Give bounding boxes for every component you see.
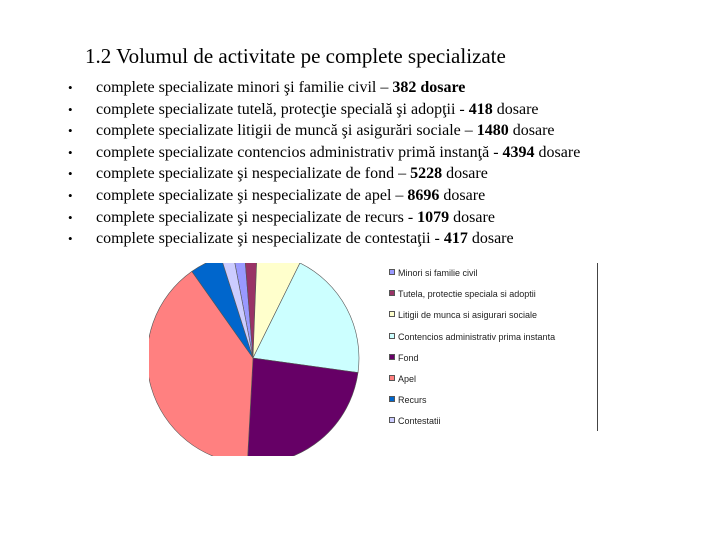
legend-swatch bbox=[389, 333, 395, 339]
bullet-icon: • bbox=[68, 101, 73, 117]
item-count: 4394 bbox=[502, 143, 535, 161]
bullet-icon: • bbox=[68, 187, 73, 203]
legend-label: Tutela, protectie speciala si adoptii bbox=[398, 289, 536, 300]
legend-swatch bbox=[389, 290, 395, 296]
item-text: complete specializate litigii de muncă şi asigurări sociale – bbox=[96, 122, 477, 140]
legend-label: Minori si familie civil bbox=[398, 268, 478, 278]
item-suffix: dosare bbox=[467, 230, 514, 248]
item-text: complete specializate şi nespecializate de recurs - bbox=[96, 208, 418, 226]
bullet-icon: • bbox=[68, 231, 73, 247]
item-count: 418 bbox=[468, 100, 493, 118]
legend-swatch bbox=[389, 311, 395, 317]
legend-label: Recurs bbox=[398, 395, 427, 406]
item-suffix: dosare bbox=[442, 165, 488, 183]
item-count: 1079 bbox=[417, 208, 450, 226]
legend-swatch bbox=[389, 354, 395, 360]
bullet-icon: • bbox=[68, 123, 73, 139]
pie-slice-5 bbox=[247, 358, 358, 456]
item-count: 8696 bbox=[407, 186, 440, 204]
item-count: 382 bbox=[392, 79, 417, 96]
bullet-list bbox=[68, 77, 580, 250]
item-suffix: dosare bbox=[534, 143, 581, 161]
item-text: complete specializate şi nespecializate de fond – bbox=[96, 165, 411, 183]
bullet-icon: • bbox=[68, 144, 73, 160]
item-suffix: dosare bbox=[449, 208, 495, 226]
item-suffix: dosare bbox=[492, 100, 539, 118]
item-count: 417 bbox=[443, 230, 468, 248]
legend-label: Apel bbox=[398, 373, 417, 384]
item-count: 1480 bbox=[476, 122, 509, 140]
item-suffix: dosare bbox=[439, 186, 486, 204]
legend-swatch bbox=[389, 269, 395, 275]
list-item bbox=[68, 77, 580, 99]
list-item bbox=[68, 99, 580, 121]
legend-label: Contencios administrativ prima instanta bbox=[398, 331, 556, 342]
list-item bbox=[68, 163, 580, 185]
item-suffix: dosare bbox=[508, 122, 555, 140]
legend-swatch bbox=[389, 375, 395, 381]
item-text: complete specializate tutelă, protecţie specială şi adopţii - bbox=[96, 100, 469, 118]
legend-swatch bbox=[389, 396, 395, 402]
legend-label: Fond bbox=[398, 352, 419, 363]
item-suffix: dosare bbox=[416, 79, 466, 96]
item-count: 5228 bbox=[410, 165, 443, 183]
item-text: complete specializate şi nespecializate de apel – bbox=[96, 186, 408, 204]
legend-label: Litigii de munca si asigurari sociale bbox=[398, 310, 538, 321]
list-item bbox=[68, 120, 580, 142]
chart-border-line bbox=[597, 263, 598, 431]
list-item bbox=[68, 185, 580, 207]
item-text: complete specializate şi nespecializate de contestaţii - bbox=[96, 230, 444, 248]
bullet-icon: • bbox=[68, 80, 73, 95]
item-text: complete specializate contencios administrativ primă instanţă - bbox=[96, 143, 503, 161]
list-item bbox=[68, 228, 580, 250]
bullet-icon: • bbox=[68, 166, 73, 182]
bullet-icon: • bbox=[68, 209, 73, 225]
item-text: complete specializate minori şi familie civil – bbox=[96, 79, 393, 96]
pie-chart-area bbox=[149, 263, 598, 456]
list-item bbox=[68, 142, 580, 164]
page-title: 1.2 Volumul de activitate pe complete specializate bbox=[85, 44, 506, 68]
legend-swatch bbox=[389, 417, 395, 423]
legend-label: Contestatii bbox=[398, 416, 441, 427]
list-item bbox=[68, 207, 580, 229]
pie-chart bbox=[149, 263, 389, 456]
